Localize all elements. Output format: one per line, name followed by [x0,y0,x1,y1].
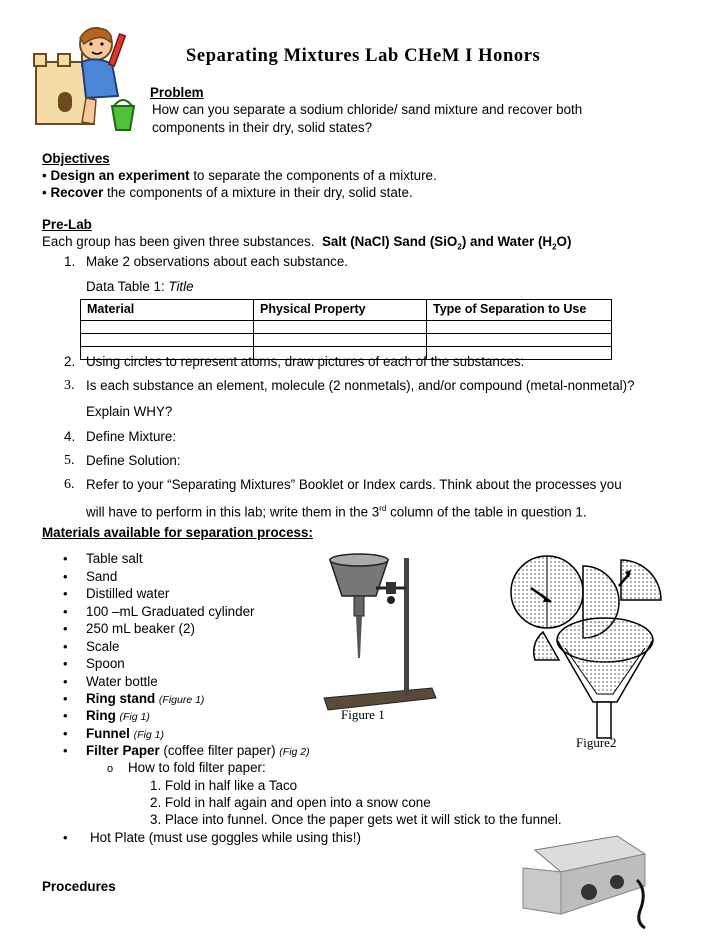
q3-number: 3. [64,378,75,393]
fold-step-3: 3. Place into funnel. Once the paper gets wet it will stick to the funnel. [150,812,562,827]
materials-heading: Materials available for separation process: [42,525,313,540]
problem-heading: Problem [150,85,204,100]
objective-bullet: • [42,168,47,183]
problem-line-1: How can you separate a sodium chloride/ sand mixture and recover both [152,102,583,117]
child-sandcastle-clipart [30,22,142,134]
material-item: Water bottle [86,674,158,689]
ring-stand-label: Ring stand [86,691,156,706]
figure-2-caption: Figure2 [576,735,617,750]
q2-text: Using circles to represent atoms, draw pictures of each of the substances: [86,354,525,369]
table-cell[interactable] [254,320,427,333]
bullet: • [63,726,68,741]
table-caption [86,278,194,296]
bullet: • [63,708,68,723]
material-item: Spoon [86,656,125,671]
objectives-heading: Objectives [42,151,110,166]
q5-number: 5. [64,453,75,468]
figure-1-caption: Figure 1 [341,707,385,722]
q4-number: 4. [64,429,76,444]
substances-sub-1: 2 [457,242,462,252]
prelab-intro-text: Each group has been given three substances. [42,234,315,249]
bullet: • [63,639,68,654]
filter-paper-rest: (coffee filter paper) [159,743,280,758]
q5-text: Define Solution: [86,453,181,468]
fold-step-2: 2. Fold in half again and open into a snow cone [150,795,431,810]
material-item: Sand [86,569,118,584]
material-item: Scale [86,639,120,654]
objective-1-bold: Design an experiment [50,168,190,183]
fold-step-1: 1. Fold in half like a Taco [150,778,298,793]
hot-plate-image [517,830,655,930]
q1-number: 1. [64,254,76,269]
page-title: Separating Mixtures Lab CHeM I Honors [186,46,541,66]
objective-2-rest: the components of a mixture in their dry, solid state. [103,185,413,200]
table-header-physical-property: Physical Property [254,300,427,321]
filter-paper-note: (Fig 2) [279,746,310,758]
q1-text: Make 2 observations about each substance. [86,254,349,269]
q6-text: Refer to your “Separating Mixtures” Booklet or Index cards. Think about the processes you [86,477,622,492]
objective-2-bold: Recover [50,185,104,200]
q2-number: 2. [64,354,76,369]
q3-text: Is each substance an element, molecule (2 nonmetals), and/or compound (metal-nonmetal)? [86,378,635,393]
objective-bullet: • [42,185,47,200]
table-caption-text: Data Table 1: [86,279,169,294]
table-cell[interactable] [254,333,427,346]
bullet: • [63,743,68,758]
objective-1-rest: to separate the components of a mixture. [189,168,437,183]
fold-heading: How to fold filter paper: [128,760,266,775]
bullet: • [63,551,68,566]
material-hot-plate: Hot Plate (must use goggles while using this!) [90,830,361,845]
ring-stand-note: (Figure 1) [158,694,205,706]
q6-text-2 [86,500,587,521]
table-cell[interactable] [81,333,254,346]
procedures-heading: Procedures [42,879,116,894]
bullet: • [63,569,68,584]
ring-stand-figure [320,548,440,714]
material-item: 250 mL beaker (2) [86,621,195,636]
table-header-separation: Type of Separation to Use [427,300,612,321]
bullet: • [63,674,68,689]
table-cell[interactable] [427,333,612,346]
q3-explain: Explain WHY? [86,404,173,419]
objective-1 [42,167,437,185]
objective-2 [42,184,413,202]
bullet: • [63,691,68,706]
bullet: • [63,830,68,845]
substances-part-1: Salt (NaCl) Sand (SiO [321,234,458,249]
filter-paper-label: Filter Paper [86,743,160,758]
substances-sub-2: 2 [552,242,557,252]
funnel-note: (Fig 1) [133,729,164,741]
ring-label: Ring [86,708,116,723]
table-caption-italic: Title [168,279,194,294]
substances-part-3: O) [556,234,572,249]
bullet: • [63,586,68,601]
q4-text: Define Mixture: [86,429,177,444]
q6b-post: column of the table in question 1. [386,504,587,520]
ring-note: (Fig 1) [119,711,150,723]
substances-part-2: ) and Water (H [461,234,553,249]
bullet: • [63,604,68,619]
problem-line-2: components in their dry, solid states? [152,120,373,135]
material-item: Table salt [86,551,143,566]
table-cell[interactable] [81,320,254,333]
table-cell[interactable] [427,320,612,333]
q6-number: 6. [64,477,75,492]
filter-paper-figure [505,552,705,742]
prelab-heading: Pre-Lab [42,217,92,232]
sub-bullet: o [107,763,114,775]
table-header-material: Material [81,300,254,321]
bullet: • [63,656,68,671]
prelab-substances [318,234,572,252]
material-item: Distilled water [86,586,170,601]
q6b-pre: will have to perform in this lab; write them in the 3 [86,504,380,520]
material-ring [86,707,150,727]
bullet: • [63,621,68,636]
data-table-1 [80,299,612,360]
material-item: 100 –mL Graduated cylinder [86,604,255,619]
q6b-sup: rd [379,504,387,513]
funnel-label: Funnel [86,726,130,741]
